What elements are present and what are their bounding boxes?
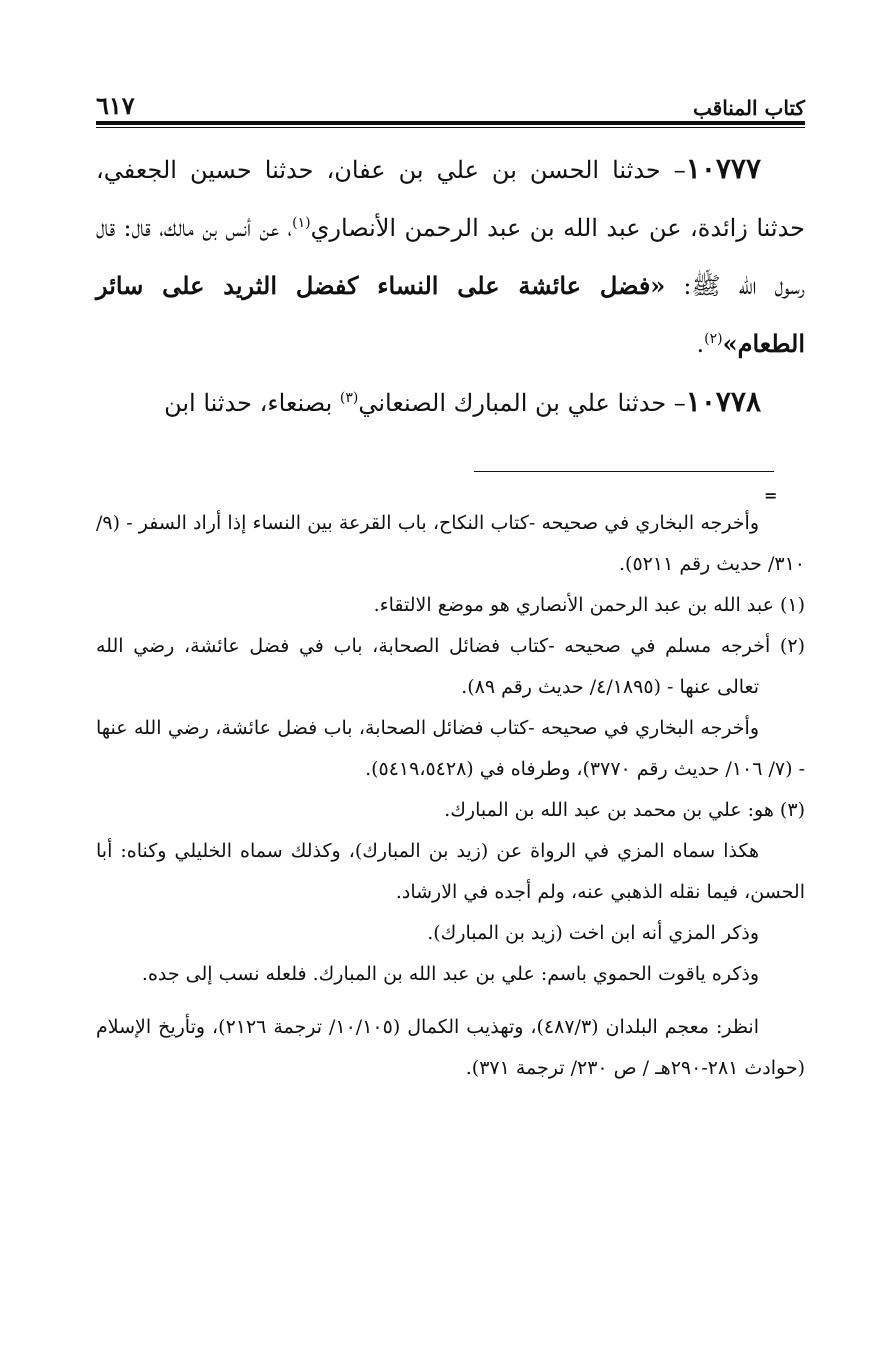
footnote-3-continued: وذكره ياقوت الحموي باسم: علي بن عبد الله بن المبارك. فلعله نسب إلى جده. [141,963,759,985]
footnote-ref: (١) [292,215,311,231]
prophetic-quote: «فضل عائشة على النساء كفضل الثريد على سائر الطعام» [96,271,805,358]
footnote-ref: (٢) [704,331,723,347]
footnote-3: (٣) هو: علي بن محمد بن عبد الله بن المبارك. [444,799,805,821]
footnote-separator [474,471,774,472]
hadith-text: – حدثنا علي بن المبارك الصنعاني [358,389,686,417]
footnote-2-continued: وأخرجه البخاري في صحيحه -كتاب فضائل الصحابة، باب فضل عائشة، رضي الله عنها - (٧/ ١٠٦/ حديث رقم ٣٧٧٠)، وطرفاه في (٥٤١٩،٥٤٢٨). [96,717,805,780]
hadith-number: ١٠٧٧٧ [685,152,761,185]
page-header [96,82,805,120]
footnote-2: (٢) أخرجه مسلم في صحيحه -كتاب فضائل الصحابة، باب في فضل عائشة، رضي الله تعالى عنها - (٤/١٨٩٥/ حديث رقم ٨٩). [96,635,805,698]
hadith-paragraph-2 [96,373,805,432]
hadith-paragraph-1 [96,140,805,373]
hadith-number: ١٠٧٧٨ [685,385,761,418]
footnotes [96,503,805,1089]
hadith-text: بصنعاء، حدثنا ابن [164,389,340,417]
book-title: كتاب المناقب [693,96,805,120]
footnote-continuation: وأخرجه البخاري في صحيحه -كتاب النكاح، باب القرعة بين النساء إذا أراد السفر - (٩/ ٣١٠/ حديث رقم ٥٢١١). [96,512,805,575]
header-rule-thin [96,127,805,128]
footnote-3-references: انظر: معجم البلدان (٤٨٧/٣)، وتهذيب الكمال (١٠/١٠٥/ ترجمة ٢١٢٦)، وتأريخ الإسلام (حوادث ٢٨١-٢٩٠هـ / ص ٢٣٠/ ترجمة ٣٧١). [96,1016,805,1079]
footnote-3-continued: وذكر المزي أنه ابن اخت (زيد بن المبارك). [427,922,759,944]
header-rule-thick [96,121,805,125]
main-text [96,140,805,432]
footnote-1: (١) عبد الله بن عبد الرحمن الأنصاري هو موضع الالتقاء. [373,594,805,616]
footnote-ref: (٣) [339,390,359,406]
hadith-text: . [696,330,705,358]
continuation-mark: = [764,486,778,505]
page-number: ٦١٧ [96,91,135,120]
hadith-text: – حدثنا الحسن بن علي بن عفان، حدثنا حسين الجعفي، حدثنا زائدة، عن عبد الله بن عبد الرحمن الأنصاري [96,156,805,242]
hadith-text: ، عن أنس بن مالك، قال: قال رسول الله ﷺ: [96,214,805,300]
footnote-3-continued: هكذا سماه المزي في الرواة عن (زيد بن المبارك)، وكذلك سماه الخليلي وكناه: أبا الحسن، فيما نقله الذهبي عنه، ولم أجده في الارشاد. [96,840,805,903]
